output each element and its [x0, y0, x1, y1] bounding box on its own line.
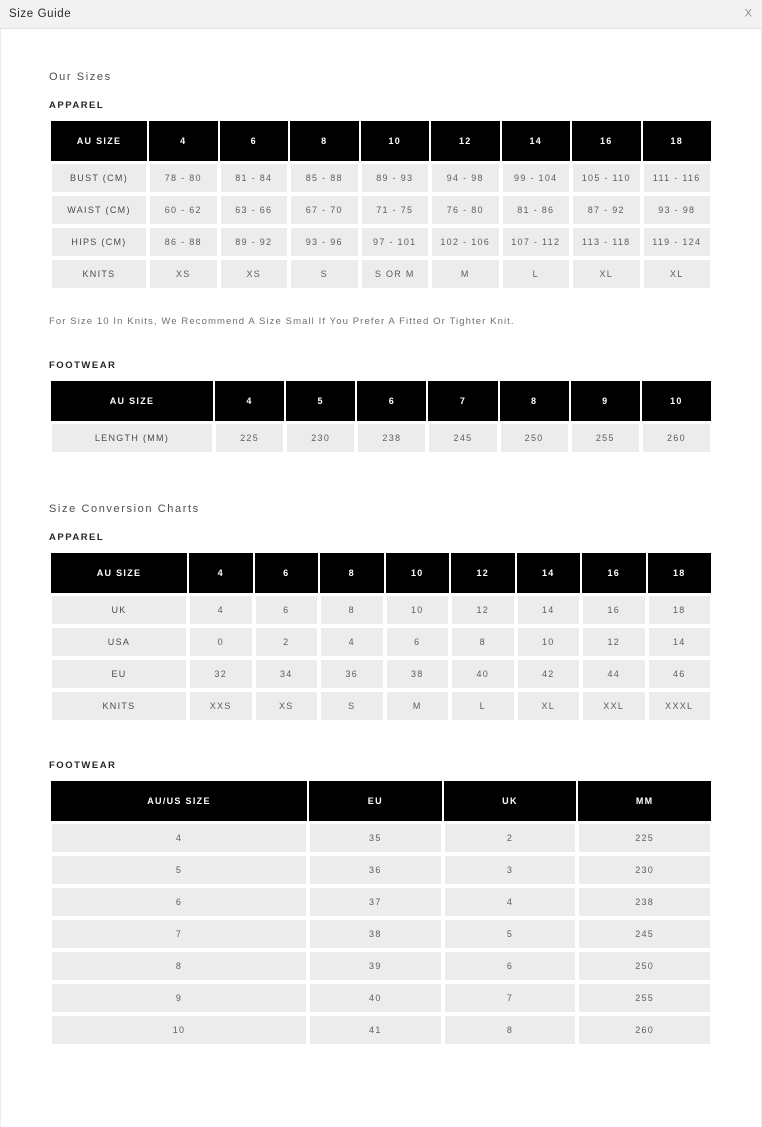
table-cell: 67 - 70: [290, 195, 359, 225]
column-header: 4: [215, 381, 284, 421]
table-cell: 6: [444, 951, 577, 981]
column-header: 7: [428, 381, 497, 421]
row-label: EU: [51, 659, 187, 689]
row-label: LENGTH (MM): [51, 423, 213, 453]
table-cell: 99 - 104: [502, 163, 571, 193]
row-label: BUST (CM): [51, 163, 147, 193]
table-cell: 3: [444, 855, 577, 885]
table-cell: 41: [309, 1015, 442, 1045]
table-conversion-apparel: [49, 551, 713, 723]
table-cell: XS: [220, 259, 289, 289]
table-cell: 34: [255, 659, 319, 689]
table-cell: 94 - 98: [431, 163, 500, 193]
column-header: 6: [220, 121, 289, 161]
column-header: EU: [309, 781, 442, 821]
table-cell: 8: [51, 951, 307, 981]
table-cell: 119 - 124: [643, 227, 712, 257]
table-row: [51, 919, 711, 949]
table-header-row: [51, 553, 711, 593]
column-header: 18: [643, 121, 712, 161]
page-rail-left: [0, 29, 1, 1127]
column-header: 6: [255, 553, 319, 593]
table-cell: 238: [357, 423, 426, 453]
table-cell: 12: [451, 595, 515, 625]
table-row: [51, 259, 711, 289]
column-header: 5: [286, 381, 355, 421]
row-label: HIPS (CM): [51, 227, 147, 257]
table-cell: 225: [215, 423, 284, 453]
table-cell: 89 - 92: [220, 227, 289, 257]
table-cell: 46: [648, 659, 712, 689]
table-row: [51, 691, 711, 721]
column-header: 8: [290, 121, 359, 161]
table-row: [51, 823, 711, 853]
table-cell: 87 - 92: [572, 195, 641, 225]
table-cell: 39: [309, 951, 442, 981]
table-conversion-footwear: [49, 779, 713, 1047]
table-cell: 32: [189, 659, 253, 689]
table-cell: 245: [428, 423, 497, 453]
table-cell: 111 - 116: [643, 163, 712, 193]
table-cell: 230: [578, 855, 711, 885]
table-cell: 8: [320, 595, 384, 625]
table-cell: 6: [51, 887, 307, 917]
size-guide-content: [0, 29, 762, 1127]
column-header: 10: [642, 381, 711, 421]
table-cell: 42: [517, 659, 581, 689]
column-header: 12: [431, 121, 500, 161]
table-cell: 8: [444, 1015, 577, 1045]
table-cell: L: [502, 259, 571, 289]
column-header: AU SIZE: [51, 121, 147, 161]
modal-title-bar: [0, 0, 762, 29]
table-cell: XXXL: [648, 691, 712, 721]
conversion-apparel-label: APPAREL: [49, 532, 105, 544]
column-header: 8: [320, 553, 384, 593]
table-cell: 250: [500, 423, 569, 453]
table-cell: 245: [578, 919, 711, 949]
table-cell: 4: [189, 595, 253, 625]
table-header-row: [51, 381, 711, 421]
column-header: 14: [517, 553, 581, 593]
table-cell: 37: [309, 887, 442, 917]
table-row: [51, 163, 711, 193]
table-cell: 225: [578, 823, 711, 853]
table-cell: 16: [582, 595, 646, 625]
table-cell: 81 - 86: [502, 195, 571, 225]
table-cell: 38: [309, 919, 442, 949]
table-cell: 5: [444, 919, 577, 949]
our-sizes-heading: Our Sizes: [49, 71, 112, 83]
table-cell: 10: [386, 595, 450, 625]
table-cell: 9: [51, 983, 307, 1013]
table-cell: 36: [309, 855, 442, 885]
column-header: AU SIZE: [51, 553, 187, 593]
conversion-footwear-label: FOOTWEAR: [49, 760, 117, 772]
table-header-row: [51, 121, 711, 161]
table-cell: 260: [642, 423, 711, 453]
table-cell: L: [451, 691, 515, 721]
column-header: 16: [582, 553, 646, 593]
table-cell: 38: [386, 659, 450, 689]
table-cell: 85 - 88: [290, 163, 359, 193]
table-cell: 260: [578, 1015, 711, 1045]
table-cell: 6: [386, 627, 450, 657]
table-cell: 2: [444, 823, 577, 853]
column-header: MM: [578, 781, 711, 821]
table-cell: XS: [255, 691, 319, 721]
table-apparel-measurements: [49, 119, 713, 291]
table-cell: XL: [643, 259, 712, 289]
table-row: [51, 951, 711, 981]
table-cell: 107 - 112: [502, 227, 571, 257]
table-row: [51, 887, 711, 917]
table-cell: 105 - 110: [572, 163, 641, 193]
column-header: 12: [451, 553, 515, 593]
row-label: KNITS: [51, 259, 147, 289]
table-cell: 255: [578, 983, 711, 1013]
column-header: 14: [502, 121, 571, 161]
table-cell: 14: [517, 595, 581, 625]
table-cell: 60 - 62: [149, 195, 218, 225]
bottom-spacer: [49, 1047, 713, 1127]
table-cell: M: [431, 259, 500, 289]
table-cell: 14: [648, 627, 712, 657]
table-cell: S: [290, 259, 359, 289]
column-header: AU SIZE: [51, 381, 213, 421]
row-label: UK: [51, 595, 187, 625]
table-cell: 7: [444, 983, 577, 1013]
table-cell: XS: [149, 259, 218, 289]
table-cell: 4: [444, 887, 577, 917]
close-icon[interactable]: X: [744, 7, 752, 20]
table-row: [51, 855, 711, 885]
column-header: 8: [500, 381, 569, 421]
table-cell: XL: [572, 259, 641, 289]
table-cell: 40: [309, 983, 442, 1013]
table-cell: S: [320, 691, 384, 721]
table-cell: 89 - 93: [361, 163, 430, 193]
column-header: 6: [357, 381, 426, 421]
table-cell: 238: [578, 887, 711, 917]
row-label: KNITS: [51, 691, 187, 721]
table-cell: 2: [255, 627, 319, 657]
knits-size-note: For Size 10 In Knits, We Recommend A Size Small If You Prefer A Fitted Or Tighter Knit.: [49, 316, 515, 327]
column-header: 4: [189, 553, 253, 593]
table-cell: 35: [309, 823, 442, 853]
table-row: [51, 659, 711, 689]
table-cell: 71 - 75: [361, 195, 430, 225]
column-header: 4: [149, 121, 218, 161]
table-cell: XXL: [582, 691, 646, 721]
column-header: 10: [361, 121, 430, 161]
table-cell: 93 - 98: [643, 195, 712, 225]
table-cell: 0: [189, 627, 253, 657]
table-cell: 63 - 66: [220, 195, 289, 225]
table-cell: 255: [571, 423, 640, 453]
table-cell: 5: [51, 855, 307, 885]
column-header: 9: [571, 381, 640, 421]
row-label: WAIST (CM): [51, 195, 147, 225]
table-cell: 102 - 106: [431, 227, 500, 257]
table-cell: 76 - 80: [431, 195, 500, 225]
table-row: [51, 627, 711, 657]
table-header-row: [51, 781, 711, 821]
table-cell: 86 - 88: [149, 227, 218, 257]
table-row: [51, 195, 711, 225]
our-sizes-apparel-label: APPAREL: [49, 100, 105, 111]
table-row: [51, 983, 711, 1013]
table-cell: 78 - 80: [149, 163, 218, 193]
table-cell: 113 - 118: [572, 227, 641, 257]
table-cell: M: [386, 691, 450, 721]
page-title: Size Guide: [9, 8, 72, 20]
column-header: 16: [572, 121, 641, 161]
row-label: USA: [51, 627, 187, 657]
our-sizes-footwear-label: FOOTWEAR: [49, 360, 117, 372]
column-header: AU/US SIZE: [51, 781, 307, 821]
table-footwear-length: [49, 379, 713, 455]
table-cell: 6: [255, 595, 319, 625]
table-cell: 81 - 84: [220, 163, 289, 193]
table-cell: 10: [517, 627, 581, 657]
table-cell: 44: [582, 659, 646, 689]
table-row: [51, 1015, 711, 1045]
table-row: [51, 423, 711, 453]
conversion-charts-heading: Size Conversion Charts: [49, 503, 200, 516]
table-cell: 40: [451, 659, 515, 689]
column-header: 10: [386, 553, 450, 593]
table-cell: 8: [451, 627, 515, 657]
table-cell: 18: [648, 595, 712, 625]
table-cell: 12: [582, 627, 646, 657]
table-cell: S OR M: [361, 259, 430, 289]
table-cell: 250: [578, 951, 711, 981]
table-cell: 4: [320, 627, 384, 657]
table-cell: 36: [320, 659, 384, 689]
table-cell: 4: [51, 823, 307, 853]
table-cell: XL: [517, 691, 581, 721]
table-row: [51, 227, 711, 257]
column-header: UK: [444, 781, 577, 821]
column-header: 18: [648, 553, 712, 593]
table-cell: 230: [286, 423, 355, 453]
table-cell: 7: [51, 919, 307, 949]
table-row: [51, 595, 711, 625]
table-cell: XXS: [189, 691, 253, 721]
table-cell: 93 - 96: [290, 227, 359, 257]
table-cell: 10: [51, 1015, 307, 1045]
table-cell: 97 - 101: [361, 227, 430, 257]
